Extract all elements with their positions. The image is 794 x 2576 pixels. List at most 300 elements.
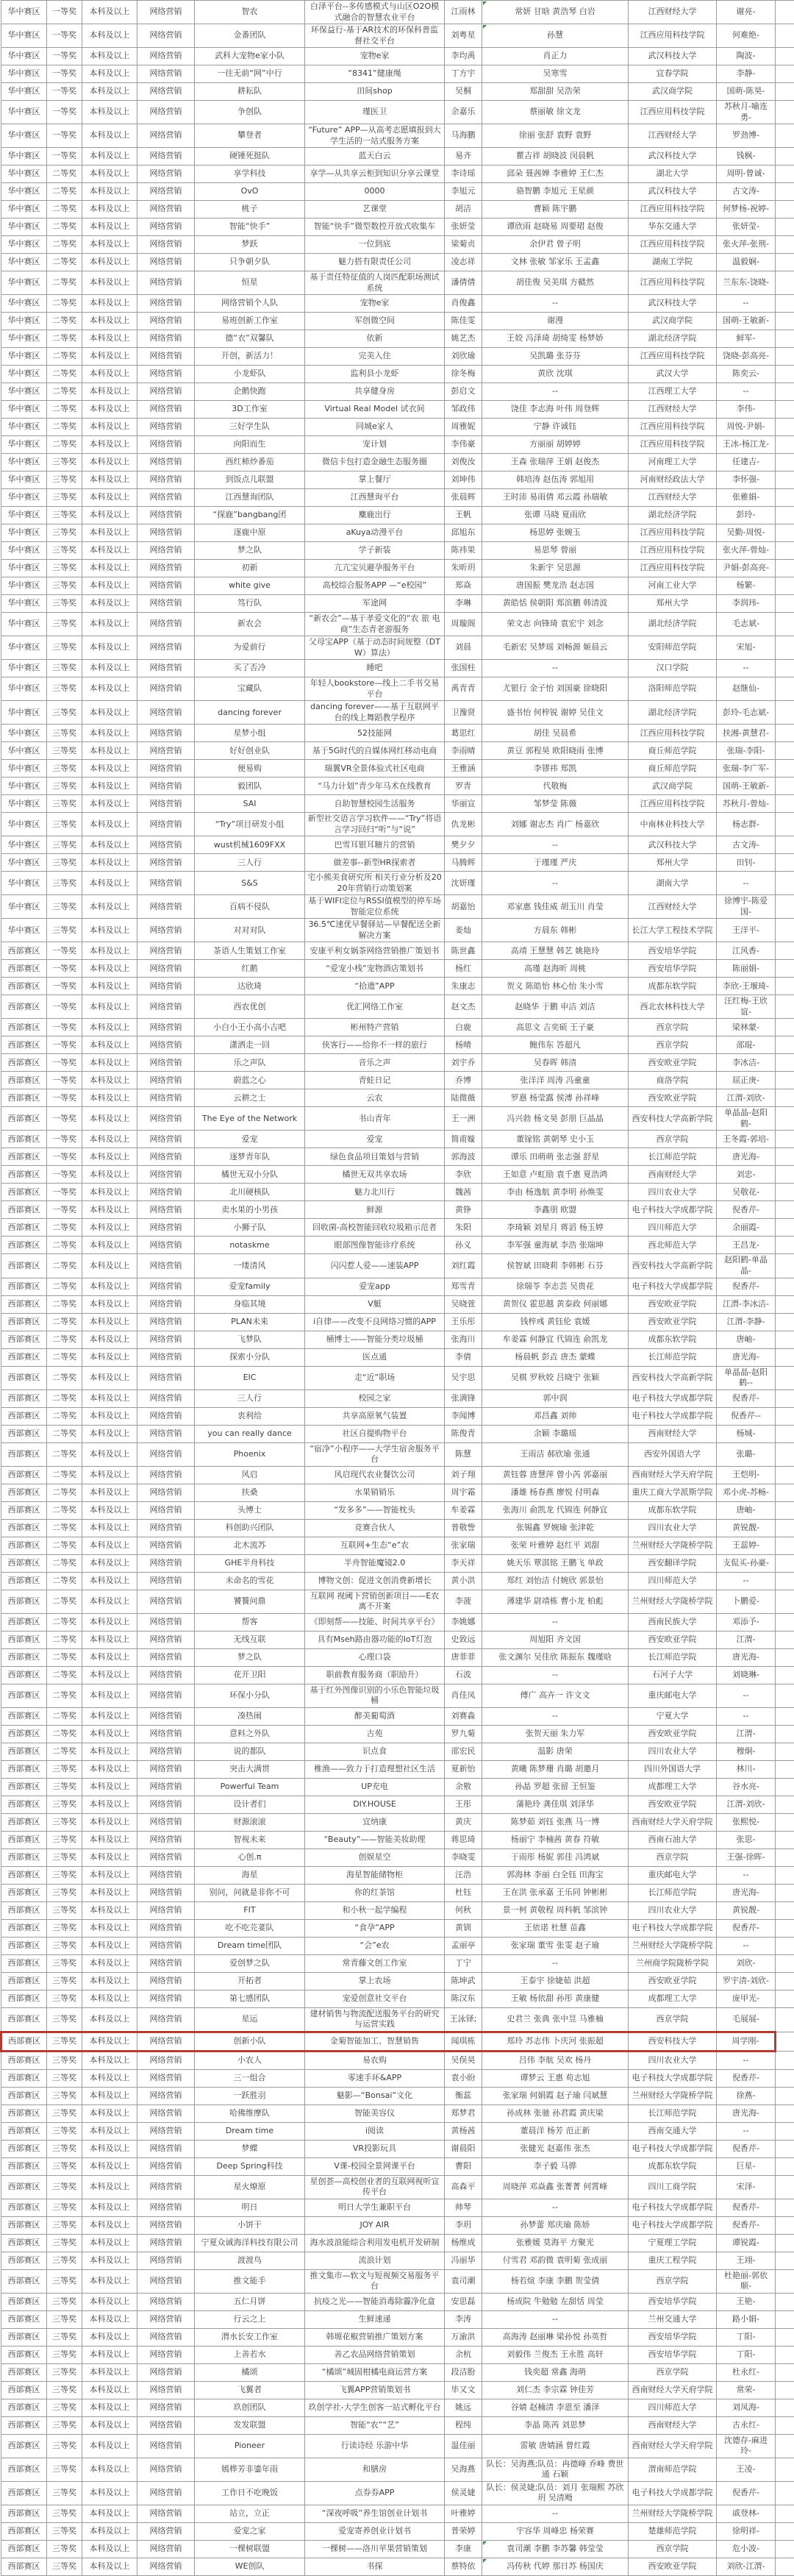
table-row [1, 978, 794, 995]
cell-school: 西安欧亚学院 [629, 1631, 717, 1648]
cell-captain: 孟丽亭 [445, 1937, 482, 1954]
cell-group: 本科及以上 [82, 813, 137, 836]
cell-work-name: 宠爱创意社交平台 [305, 1990, 445, 2007]
cell-region: 西部赛区 [1, 1990, 47, 2007]
cell-category: 网络营销 [137, 436, 195, 454]
table-row [1, 489, 794, 507]
cell-group: 本科及以上 [82, 348, 137, 366]
cell-category: 网络营销 [137, 895, 195, 919]
cell-school: 重庆工商大学派斯学院 [629, 1484, 717, 1501]
cell-advisors: 张瑞-李阳- [717, 742, 776, 760]
cell-work-name: 推文集市—软文与短视频交易服务平台 [305, 2269, 445, 2293]
table-row [1, 2505, 794, 2522]
cell-advisors: 杜艳丽-郭依顺- [717, 2269, 776, 2293]
cell-edge-spacer [776, 1537, 794, 1554]
cell-members: 杨丽宁 李楠茜 黄春 符敏 [482, 1831, 629, 1849]
cell-members: 高海涛 赵丽琳 梁孙悦 孙英哲 [482, 2328, 629, 2346]
cell-school: 西京学院 [629, 1036, 717, 1054]
cell-members: 张洋洋 周涛 冯童童 [482, 1072, 629, 1089]
table-row [1, 383, 794, 401]
cell-group: 本科及以上 [82, 166, 137, 183]
cell-team-name: 开拓者 [195, 1972, 305, 1990]
cell-edge-spacer [776, 436, 794, 454]
cell-school: 武汉商学院 [629, 313, 717, 330]
cell-members: -- [482, 2505, 629, 2522]
table-row [1, 836, 794, 854]
cell-members: 赵晓华 于鹏 申洁 刘洁 [482, 995, 629, 1019]
cell-category: 网络营销 [137, 1572, 195, 1590]
cell-award: 三等奖 [47, 813, 82, 836]
cell-edge-spacer [776, 577, 794, 595]
cell-group: 本科及以上 [82, 854, 137, 872]
cell-captain: 潘倩倩 [445, 271, 482, 295]
cell-region: 华中赛区 [1, 577, 47, 595]
cell-school: 西南财经大学天府学院 [629, 2381, 717, 2399]
cell-group: 本科及以上 [82, 124, 137, 148]
cell-region: 西部赛区 [1, 1937, 47, 1954]
cell-region: 西部赛区 [1, 1866, 47, 1884]
cell-category: 网络营销 [137, 2363, 195, 2381]
cell-edge-spacer [776, 1019, 794, 1036]
cell-group: 本科及以上 [82, 760, 137, 778]
cell-team-name: 向阳而生 [195, 436, 305, 454]
cell-award: 二等奖 [47, 1278, 82, 1295]
cell-team-name: 初新 [195, 560, 305, 577]
table-row [1, 1760, 794, 1778]
cell-work-name: 麋鹿出行 [305, 507, 445, 524]
cell-school: 西南交通大学 [629, 2122, 717, 2140]
cell-work-name: “爱宠小栈”宠物酒店策划书 [305, 960, 445, 978]
cell-advisors: 唐光海- [717, 1148, 776, 1166]
cell-edge-spacer [776, 218, 794, 236]
cell-work-name: 做差事--新型HR探索者 [305, 854, 445, 872]
cell-edge-spacer [776, 636, 794, 660]
table-row [1, 124, 794, 148]
cell-award: 一等奖 [47, 48, 82, 65]
cell-captain: 姚艺杰 [445, 330, 482, 348]
cell-work-name: 掌上餐厅 [305, 472, 445, 489]
table-row [1, 254, 794, 271]
cell-region: 西部赛区 [1, 2199, 47, 2216]
cell-edge-spacer [776, 2007, 794, 2032]
cell-category: 网络营销 [137, 742, 195, 760]
cell-school: 西安欧亚学院 [629, 1972, 717, 1990]
cell-work-name: 36.5℃速优早餐驿站—早餐配送全新解决方案 [305, 919, 445, 942]
cell-members: 队长：吴海燕;队员：冉德峰 乔峰 费世通 石颖 [482, 2458, 629, 2481]
cell-members: 郑红 刘怡洁 付婉欣 郭景怡 [482, 1572, 629, 1590]
cell-team-name: 西红柿炒番茄 [195, 454, 305, 472]
cell-award: 二等奖 [47, 1725, 82, 1743]
cell-region: 西部赛区 [1, 2234, 47, 2252]
cell-group: 本科及以上 [82, 472, 137, 489]
cell-region: 西部赛区 [1, 2157, 47, 2175]
cell-members: 邹梦莹 陈薇 [482, 795, 629, 813]
cell-advisors: 宋泽- [717, 2175, 776, 2199]
cell-work-name: 行读诗经 乐游中华 [305, 2434, 445, 2458]
cell-region: 华中赛区 [1, 436, 47, 454]
cell-award: 三等奖 [47, 2522, 82, 2540]
cell-group: 本科及以上 [82, 1919, 137, 1937]
cell-school: 江西应用科技学院 [629, 560, 717, 577]
cell-school: 江西应用科技学院 [629, 101, 717, 124]
cell-award: 三等奖 [47, 2416, 82, 2434]
cell-advisors: 彭玲- [717, 507, 776, 524]
cell-members: 罗惪 杨莹露 侯溥 孙祥峰 [482, 1089, 629, 1107]
cell-members: 吴春晖 韩清 [482, 1054, 629, 1072]
cell-group: 本科及以上 [82, 1054, 137, 1072]
cell-group: 本科及以上 [82, 24, 137, 48]
cell-team-name: 智能“快手” [195, 218, 305, 236]
cell-captain: 李雨晴 [445, 742, 482, 760]
cell-work-name: 父母宝APP（基于动态时间规整（DTW）算法） [305, 636, 445, 660]
cell-edge-spacer [776, 1866, 794, 1884]
cell-work-name: 心理口袋 [305, 1648, 445, 1666]
cell-award: 三等奖 [47, 701, 82, 725]
cell-category: 网络营销 [137, 2381, 195, 2399]
cell-members: 景一柯 黄敬程 周科帆 邹滨钟 [482, 1901, 629, 1919]
cell-advisors: 单晶晶-赵阳鹤- [717, 1107, 776, 1131]
cell-captain: 朱康志 [445, 978, 482, 995]
table-row [1, 472, 794, 489]
cell-award: 一等奖 [47, 65, 82, 83]
cell-award: 三等奖 [47, 795, 82, 813]
cell-captain: 陈汉东 [445, 1990, 482, 2007]
cell-advisors: 倪香芹- [717, 2069, 776, 2087]
cell-school: 商洛学院 [629, 1072, 717, 1089]
cell-advisors: -- [717, 1707, 776, 1725]
cell-category: 网络营销 [137, 2310, 195, 2328]
cell-school: 西京学院 [629, 1849, 717, 1866]
cell-category: 网络营销 [137, 2175, 195, 2199]
cell-school: 重庆工程学院 [629, 2252, 717, 2269]
cell-school: 西南财经大学 [629, 2416, 717, 2434]
cell-group: 本科及以上 [82, 1519, 137, 1537]
cell-team-name: 风启 [195, 1466, 305, 1484]
cell-advisors: 戚登林- [717, 2505, 776, 2522]
cell-advisors: 李润玮- [717, 595, 776, 613]
cell-award: 一等奖 [47, 1148, 82, 1166]
cell-advisors: 周悦-尹娟- [717, 419, 776, 436]
cell-team-name: 发发联盟 [195, 2416, 305, 2434]
cell-advisors: 李伟- [717, 401, 776, 419]
cell-award: 三等奖 [47, 2007, 82, 2032]
cell-work-name: 水果销销乐 [305, 1484, 445, 1501]
table-row [1, 2269, 794, 2293]
cell-team-name: 头博士 [195, 1501, 305, 1519]
cell-team-name: 三好学生队 [195, 419, 305, 436]
cell-team-name: 潇洒走一回 [195, 1036, 305, 1054]
cell-advisors: -- [717, 1866, 776, 1884]
cell-group: 本科及以上 [82, 1131, 137, 1148]
cell-advisors: 周学刚- [717, 2032, 776, 2051]
cell-award: 三等奖 [47, 895, 82, 919]
cell-region: 西部赛区 [1, 2381, 47, 2399]
cell-edge-spacer [776, 1148, 794, 1166]
cell-category: 网络营销 [137, 942, 195, 960]
cell-group: 本科及以上 [82, 2216, 137, 2234]
cell-category: 网络营销 [137, 677, 195, 701]
cell-region: 西部赛区 [1, 1648, 47, 1666]
cell-region: 西部赛区 [1, 1613, 47, 1631]
cell-advisors: 苏秋月-曾灿- [717, 795, 776, 813]
cell-members: 侯智斌 田晓莉 李韩彬 石芬 [482, 1254, 629, 1278]
cell-award: 三等奖 [47, 2122, 82, 2140]
cell-work-name: “会”e农 [305, 1937, 445, 1954]
cell-edge-spacer [776, 1466, 794, 1484]
cell-advisors: 陈丽娟- [717, 960, 776, 978]
table-row [1, 2346, 794, 2363]
cell-award: 一等奖 [47, 1131, 82, 1148]
cell-school: 兰州商学院陇桥学院 [629, 1954, 717, 1972]
cell-captain: 蒋思琦 [445, 1831, 482, 1849]
cell-work-name: “新农会”—基于孝爱文化的“农 旅 电商”生态青老游服务 [305, 613, 445, 636]
table-row [1, 1072, 794, 1089]
cell-category: 网络营销 [137, 1501, 195, 1519]
cell-team-name: GHE半舟科技 [195, 1554, 305, 1572]
cell-award: 二等奖 [47, 1407, 82, 1425]
cell-award: 三等奖 [47, 1796, 82, 1813]
table-row [1, 1613, 794, 1631]
cell-region: 西部赛区 [1, 2310, 47, 2328]
cell-group: 本科及以上 [82, 2199, 137, 2216]
cell-members: 谭梦云 王惠 苟志旭 [482, 2069, 629, 2087]
cell-region: 西部赛区 [1, 1501, 47, 1519]
cell-captain: 郭海波 [445, 1148, 482, 1166]
cell-edge-spacer [776, 1254, 794, 1278]
cell-work-name: 海星智能储物柜 [305, 1866, 445, 1884]
cell-work-name: 爱宠寄养创业计划书 [305, 2522, 445, 2540]
cell-team-name: 硬锤死挺队 [195, 148, 305, 166]
cell-members: 吴凯璐 张芬芬 [482, 348, 629, 366]
cell-captain: 冯丽华 [445, 2252, 482, 2269]
cell-region: 西部赛区 [1, 1954, 47, 1972]
cell-advisors: 刘欣- [717, 1954, 776, 1972]
cell-members: -- [482, 1707, 629, 1725]
cell-edge-spacer [776, 1901, 794, 1919]
cell-school: 重庆邮电大学 [629, 1684, 717, 1707]
cell-team-name: 说的都队 [195, 1743, 305, 1760]
cell-group: 本科及以上 [82, 1760, 137, 1778]
cell-captain: 李菠 [445, 1590, 482, 1613]
cell-team-name: 北川硬核队 [195, 1184, 305, 1201]
cell-work-name: 具有Mseh路由器功能的IoT灯泡 [305, 1631, 445, 1648]
cell-category: 网络营销 [137, 401, 195, 419]
cell-region: 西部赛区 [1, 1743, 47, 1760]
cell-group: 本科及以上 [82, 1572, 137, 1590]
cell-team-name: 创新小队 [195, 2032, 305, 2051]
cell-school: 江西财经大学 [629, 401, 717, 419]
cell-captain: 吴俣昊 [445, 2051, 482, 2069]
cell-group: 本科及以上 [82, 2051, 137, 2069]
cell-members: 韩培涛 赵伍涛 郭旭用 [482, 472, 629, 489]
cell-members: 傅广 高卉一 许文文 [482, 1684, 629, 1707]
cell-group: 本科及以上 [82, 254, 137, 271]
cell-category: 网络营销 [137, 313, 195, 330]
cell-category: 网络营销 [137, 454, 195, 472]
cell-team-name: 百病不侵队 [195, 895, 305, 919]
cell-edge-spacer [776, 542, 794, 560]
cell-school: 四川农业大学 [629, 1901, 717, 1919]
cell-captain: 杨晴 [445, 1036, 482, 1054]
cell-group: 本科及以上 [82, 1442, 137, 1466]
cell-advisors: 何难绝- [717, 24, 776, 48]
cell-captain: 华丽宣 [445, 795, 482, 813]
cell-award: 三等奖 [47, 2269, 82, 2293]
cell-category: 网络营销 [137, 2558, 195, 2575]
cell-work-name: 校园之家 [305, 1390, 445, 1407]
cell-group: 本科及以上 [82, 872, 137, 895]
cell-category: 网络营销 [137, 2540, 195, 2558]
cell-region: 西部赛区 [1, 1237, 47, 1254]
cell-captain: 乔博 [445, 1072, 482, 1089]
cell-award: 三等奖 [47, 2234, 82, 2252]
cell-work-name: 书探 [305, 2558, 445, 2575]
cell-award: 三等奖 [47, 1778, 82, 1796]
cell-team-name: 明日 [195, 2199, 305, 2216]
cell-group: 本科及以上 [82, 1884, 137, 1901]
cell-category: 网络营销 [137, 524, 195, 542]
cell-award: 三等奖 [47, 542, 82, 560]
cell-work-name: 监利县小龙虾 [305, 366, 445, 383]
cell-school: 河南财经政法大学 [629, 472, 717, 489]
cell-members: 黄曦 陈梦珊 肖璐 胡邀月 [482, 1760, 629, 1778]
cell-award: 三等奖 [47, 677, 82, 701]
cell-work-name: i阅读 [305, 2122, 445, 2140]
cell-award: 三等奖 [47, 577, 82, 595]
cell-group: 本科及以上 [82, 636, 137, 660]
cell-category: 网络营销 [137, 348, 195, 366]
cell-group: 本科及以上 [82, 836, 137, 854]
cell-group: 本科及以上 [82, 1466, 137, 1484]
cell-advisors: 国萌-王敏新- [717, 778, 776, 795]
cell-captain: 叶雅婷 [445, 2505, 482, 2522]
table-row [1, 795, 794, 813]
cell-advisors: 钱枫- [717, 148, 776, 166]
cell-edge-spacer [776, 1631, 794, 1648]
cell-group: 本科及以上 [82, 2416, 137, 2434]
cell-school: 江西财经大学 [629, 124, 717, 148]
cell-category: 网络营销 [137, 218, 195, 236]
cell-work-name: 互联网 视阈下营销创新项目——E农离不开案 [305, 1590, 445, 1613]
cell-members: 张贺天丽 朱力军 [482, 1725, 629, 1743]
table-row [1, 1972, 794, 1990]
table-row [1, 2122, 794, 2140]
cell-group: 本科及以上 [82, 83, 137, 101]
cell-group: 本科及以上 [82, 1184, 137, 1201]
cell-category: 网络营销 [137, 330, 195, 348]
table-row [1, 1237, 794, 1254]
cell-edge-spacer [776, 1831, 794, 1849]
cell-members: 黄钰蓉 唐慧萍 曾小芮 郭嘉丽 [482, 1466, 629, 1484]
table-row [1, 2175, 794, 2199]
cell-group: 本科及以上 [82, 778, 137, 795]
table-row [1, 2157, 794, 2175]
table-row [1, 919, 794, 942]
cell-members: 谷婧 赵楠清 李恩至 潘泽 [482, 2399, 629, 2416]
cell-edge-spacer [776, 660, 794, 677]
table-row [1, 542, 794, 560]
cell-category: 网络营销 [137, 1166, 195, 1184]
cell-members: 蔡丽敏 徐文龙 [482, 101, 629, 124]
cell-advisors: 路小娟- [717, 2310, 776, 2328]
cell-edge-spacer [776, 1725, 794, 1743]
cell-group: 本科及以上 [82, 2140, 137, 2157]
cell-school: 武汉大学 [629, 366, 717, 383]
cell-work-name: 同城e家人 [305, 419, 445, 436]
cell-group: 本科及以上 [82, 1590, 137, 1613]
cell-work-name: 亢亢宝贝避孕服务平台 [305, 560, 445, 577]
cell-edge-spacer [776, 1519, 794, 1537]
cell-captain: 陈佳雯 [445, 313, 482, 330]
table-row [1, 995, 794, 1019]
cell-members: 黄豆 郭程昊 欧阳晓雨 张博 [482, 742, 629, 760]
cell-group: 本科及以上 [82, 1648, 137, 1666]
table-row [1, 83, 794, 101]
cell-category: 网络营销 [137, 166, 195, 183]
cell-edge-spacer [776, 2328, 794, 2346]
cell-award: 二等奖 [47, 1707, 82, 1725]
cell-work-name: 一棵树——洛川苹果营销策划 [305, 2540, 445, 2558]
table-row [1, 2381, 794, 2399]
cell-group: 本科及以上 [82, 148, 137, 166]
cell-captain: 马海鹏 [445, 124, 482, 148]
cell-school: 成都东软学院 [629, 978, 717, 995]
table-row [1, 183, 794, 201]
cell-edge-spacer [776, 1778, 794, 1796]
cell-team-name: 探索小分队 [195, 1348, 305, 1366]
cell-region: 西部赛区 [1, 1331, 47, 1348]
cell-work-name: 宅小熊美食研究所 相关行业分析及2020年营销行动策划案 [305, 872, 445, 895]
cell-region: 华中赛区 [1, 183, 47, 201]
cell-work-name: 竞赛合伙人 [305, 1519, 445, 1537]
cell-award: 三等奖 [47, 872, 82, 895]
cell-advisors: 唐光海- [717, 1884, 776, 1901]
cell-team-name: 衷利给 [195, 1407, 305, 1425]
cell-category: 网络营销 [137, 725, 195, 742]
cell-edge-spacer [776, 313, 794, 330]
cell-team-name: 小狮子队 [195, 1219, 305, 1237]
cell-captain: 史致远 [445, 1631, 482, 1648]
cell-school: 江西理工大学 [629, 383, 717, 401]
cell-group: 本科及以上 [82, 1684, 137, 1707]
cell-school: 江西应用科技学院 [629, 419, 717, 436]
cell-category: 网络营销 [137, 1466, 195, 1484]
cell-award: 三等奖 [47, 1849, 82, 1866]
cell-work-name: 基于红外图像识别的小乐色智能垃圾桶 [305, 1684, 445, 1707]
cell-edge-spacer [776, 1707, 794, 1725]
cell-edge-spacer [776, 1590, 794, 1613]
cell-award: 二等奖 [47, 1684, 82, 1707]
cell-award: 一等奖 [47, 101, 82, 124]
cell-members: 徐丽 张舒 袁野 袁野 [482, 124, 629, 148]
cell-team-name: OvO [195, 183, 305, 201]
cell-group: 本科及以上 [82, 2157, 137, 2175]
cell-edge-spacer [776, 1572, 794, 1590]
cell-edge-spacer [776, 1072, 794, 1089]
cell-advisors: 唐岫- [717, 1331, 776, 1348]
cell-edge-spacer [776, 2234, 794, 2252]
cell-captain: 李欣 [445, 1166, 482, 1184]
cell-school: 西京学院 [629, 2007, 717, 2032]
table-row [1, 1813, 794, 1831]
cell-group: 本科及以上 [82, 677, 137, 701]
cell-team-name: 科创助兴团队 [195, 1519, 305, 1537]
cell-edge-spacer [776, 942, 794, 960]
cell-edge-spacer [776, 2032, 794, 2051]
table-row [1, 636, 794, 660]
cell-work-name: 宠物e家 [305, 48, 445, 65]
cell-team-name: 工作日不吃晚饭 [195, 2481, 305, 2505]
